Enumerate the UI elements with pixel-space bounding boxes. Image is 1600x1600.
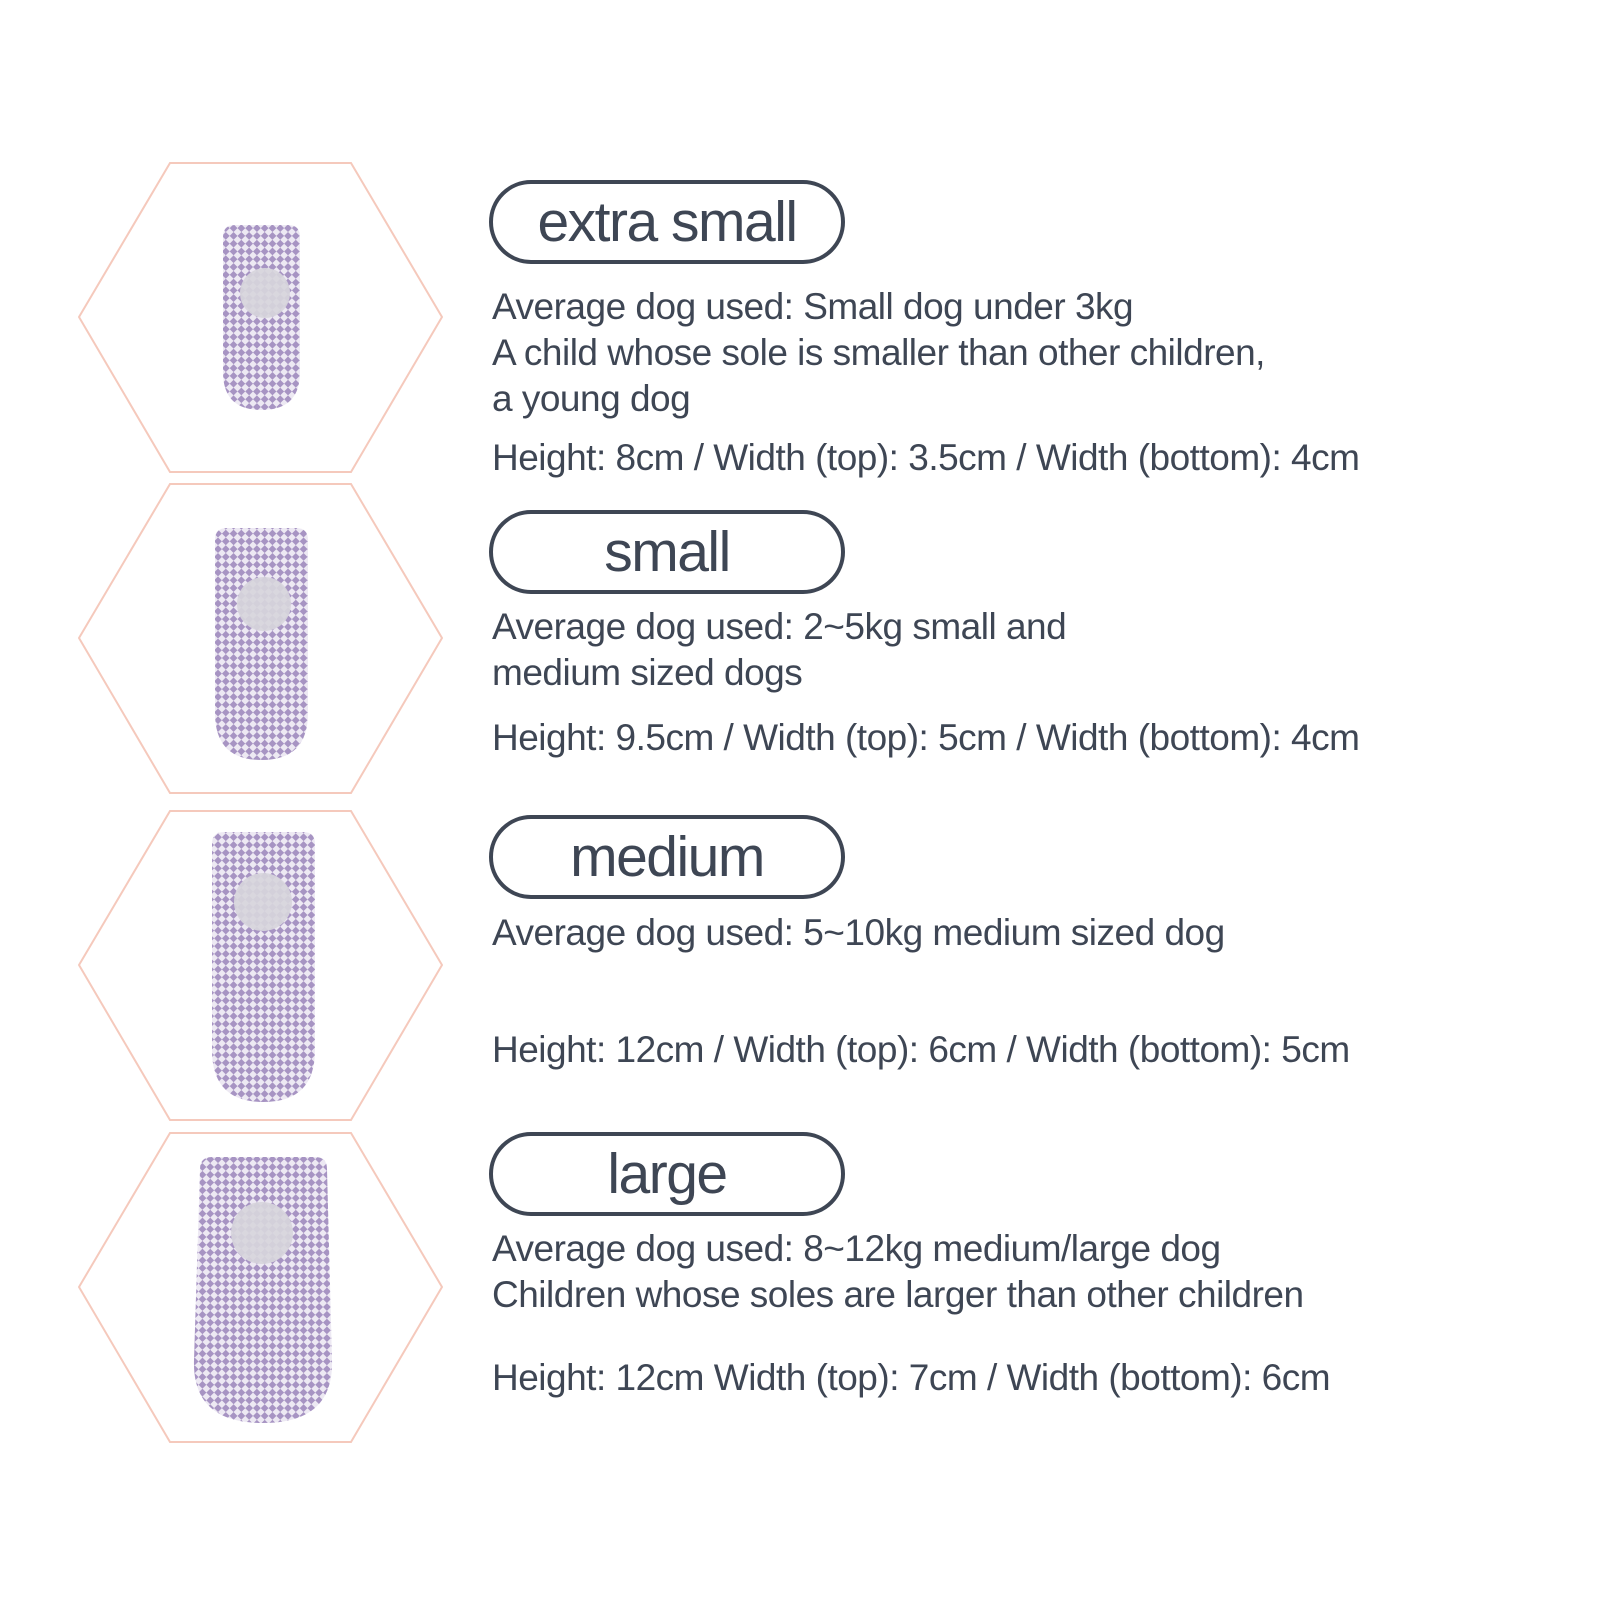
- size-dimensions-large: Height: 12cm Width (top): 7cm / Width (bottom): 6cm: [492, 1357, 1331, 1398]
- grip-pad-icon: [234, 873, 292, 931]
- size-description-line: Average dog used: 8~12kg medium/large dog: [492, 1228, 1221, 1269]
- hexagon-badge-medium: [78, 810, 443, 1121]
- size-description-line: Children whose soles are larger than other children: [492, 1274, 1304, 1315]
- size-pill-extra-small: [489, 180, 845, 264]
- size-description-line: Average dog used: 5~10kg medium sized dog: [492, 912, 1225, 953]
- dog-sock-icon: [215, 528, 308, 760]
- hexagon-icon: [78, 483, 443, 794]
- size-label: large: [607, 1142, 727, 1206]
- size-dimensions-medium: Height: 12cm / Width (top): 6cm / Width (bottom): 5cm: [492, 1029, 1350, 1070]
- hexagon-icon: [78, 1132, 443, 1443]
- size-pill-small: [489, 510, 845, 594]
- hexagon-icon: [78, 162, 443, 473]
- size-label: small: [604, 520, 730, 584]
- hexagon-badge-large: [78, 1132, 443, 1443]
- grip-pad-icon: [231, 1202, 293, 1264]
- hexagon-badge-extra-small: [78, 162, 443, 473]
- size-label: medium: [570, 825, 764, 889]
- grip-pad-icon: [237, 577, 291, 631]
- size-description-line: A child whose sole is smaller than other children,: [492, 332, 1265, 373]
- grip-pad-icon: [240, 268, 290, 318]
- size-description-line: Average dog used: 2~5kg small and: [492, 606, 1067, 647]
- size-description-medium: [492, 910, 1225, 956]
- size-dimensions-extra-small: Height: 8cm / Width (top): 3.5cm / Width (bottom): 4cm: [492, 437, 1360, 478]
- size-pill-large: [489, 1132, 845, 1216]
- size-description-line: medium sized dogs: [492, 652, 803, 693]
- size-description-line: Average dog used: Small dog under 3kg: [492, 286, 1134, 327]
- size-description-small: [492, 604, 1066, 696]
- size-description-line: a young dog: [492, 378, 691, 419]
- hexagon-badge-small: [78, 483, 443, 794]
- size-dimensions-small: Height: 9.5cm / Width (top): 5cm / Width (bottom): 4cm: [492, 717, 1360, 758]
- hexagon-icon: [78, 810, 443, 1121]
- size-description-extra-small: [492, 284, 1265, 422]
- size-label: extra small: [537, 190, 797, 254]
- dog-sock-icon: [194, 1157, 332, 1423]
- size-pill-medium: [489, 815, 845, 899]
- dog-sock-icon: [212, 832, 315, 1102]
- size-description-large: [492, 1226, 1304, 1318]
